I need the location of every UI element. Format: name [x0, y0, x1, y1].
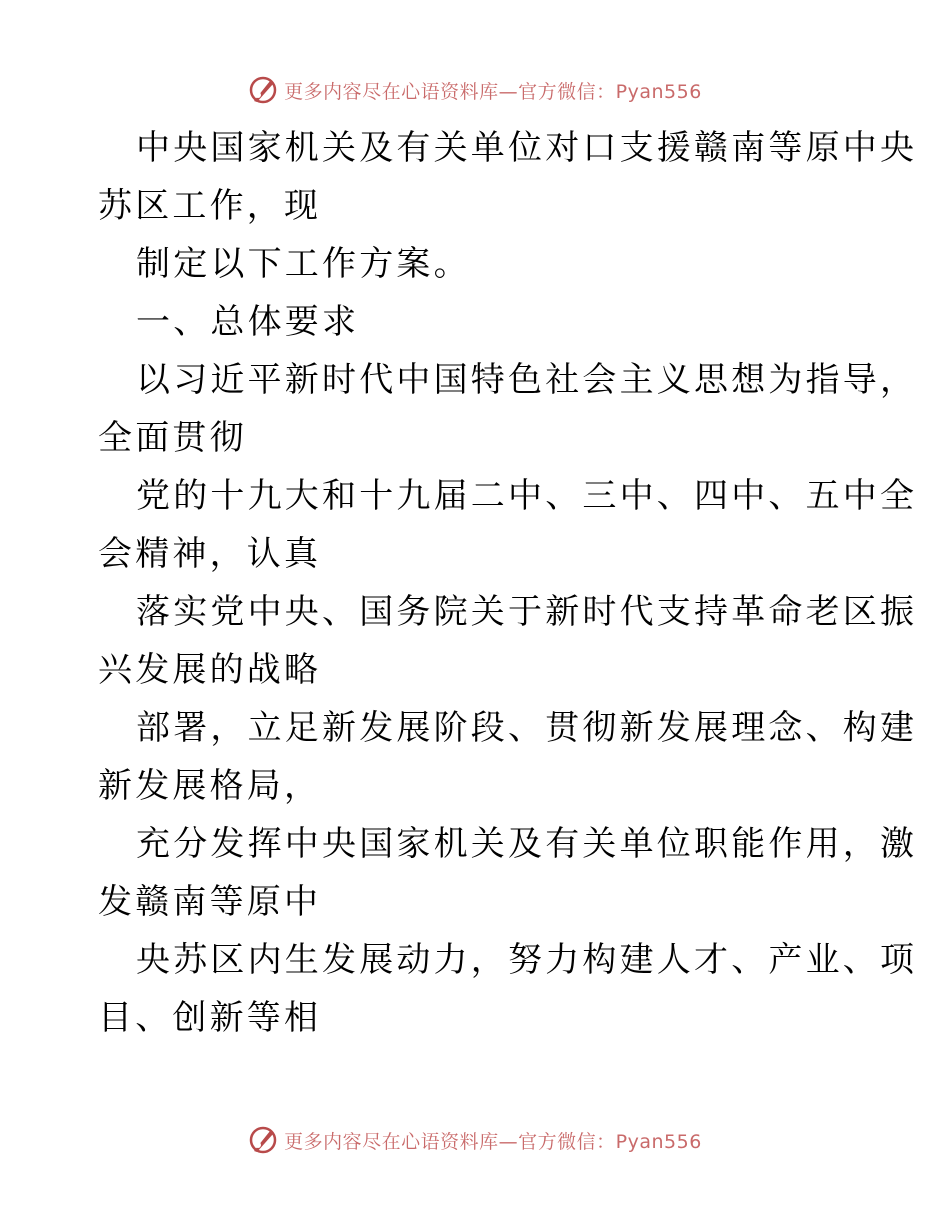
text-line: 兴发展的战略 [98, 650, 322, 690]
text-line: 新发展格局， [98, 766, 322, 806]
watermark-text: 更多内容尽在心语资料库—官方微信：Pyan556 [284, 1130, 702, 1153]
text-line: 制定以下工作方案。 [136, 244, 471, 284]
text-line: 部署，立足新发展阶段、贯彻新发展理念、构建 [136, 708, 918, 748]
text-line: 发赣南等原中 [98, 882, 322, 922]
quill-logo-icon [248, 75, 278, 105]
text-line: 会精神，认真 [98, 534, 322, 574]
text-line: 落实党中央、国务院关于新时代支持革命老区振 [136, 592, 918, 632]
watermark-text: 更多内容尽在心语资料库—官方微信：Pyan556 [284, 80, 702, 103]
section-heading: 一、总体要求 [136, 302, 360, 342]
quill-logo-icon [248, 1125, 278, 1155]
text-line: 党的十九大和十九届二中、三中、四中、五中全 [136, 476, 918, 516]
text-line: 央苏区内生发展动力，努力构建人才、产业、项 [136, 940, 918, 980]
text-line: 中央国家机关及有关单位对口支援赣南等原中央 [136, 128, 918, 168]
text-line: 充分发挥中央国家机关及有关单位职能作用，激 [136, 824, 918, 864]
text-line: 目、创新等相 [98, 998, 322, 1038]
text-line: 以习近平新时代中国特色社会主义思想为指导， [136, 360, 918, 400]
text-line: 全面贯彻 [98, 418, 247, 458]
footer-watermark [0, 1120, 950, 1160]
text-line: 苏区工作，现 [98, 186, 322, 226]
header-watermark [0, 70, 950, 110]
